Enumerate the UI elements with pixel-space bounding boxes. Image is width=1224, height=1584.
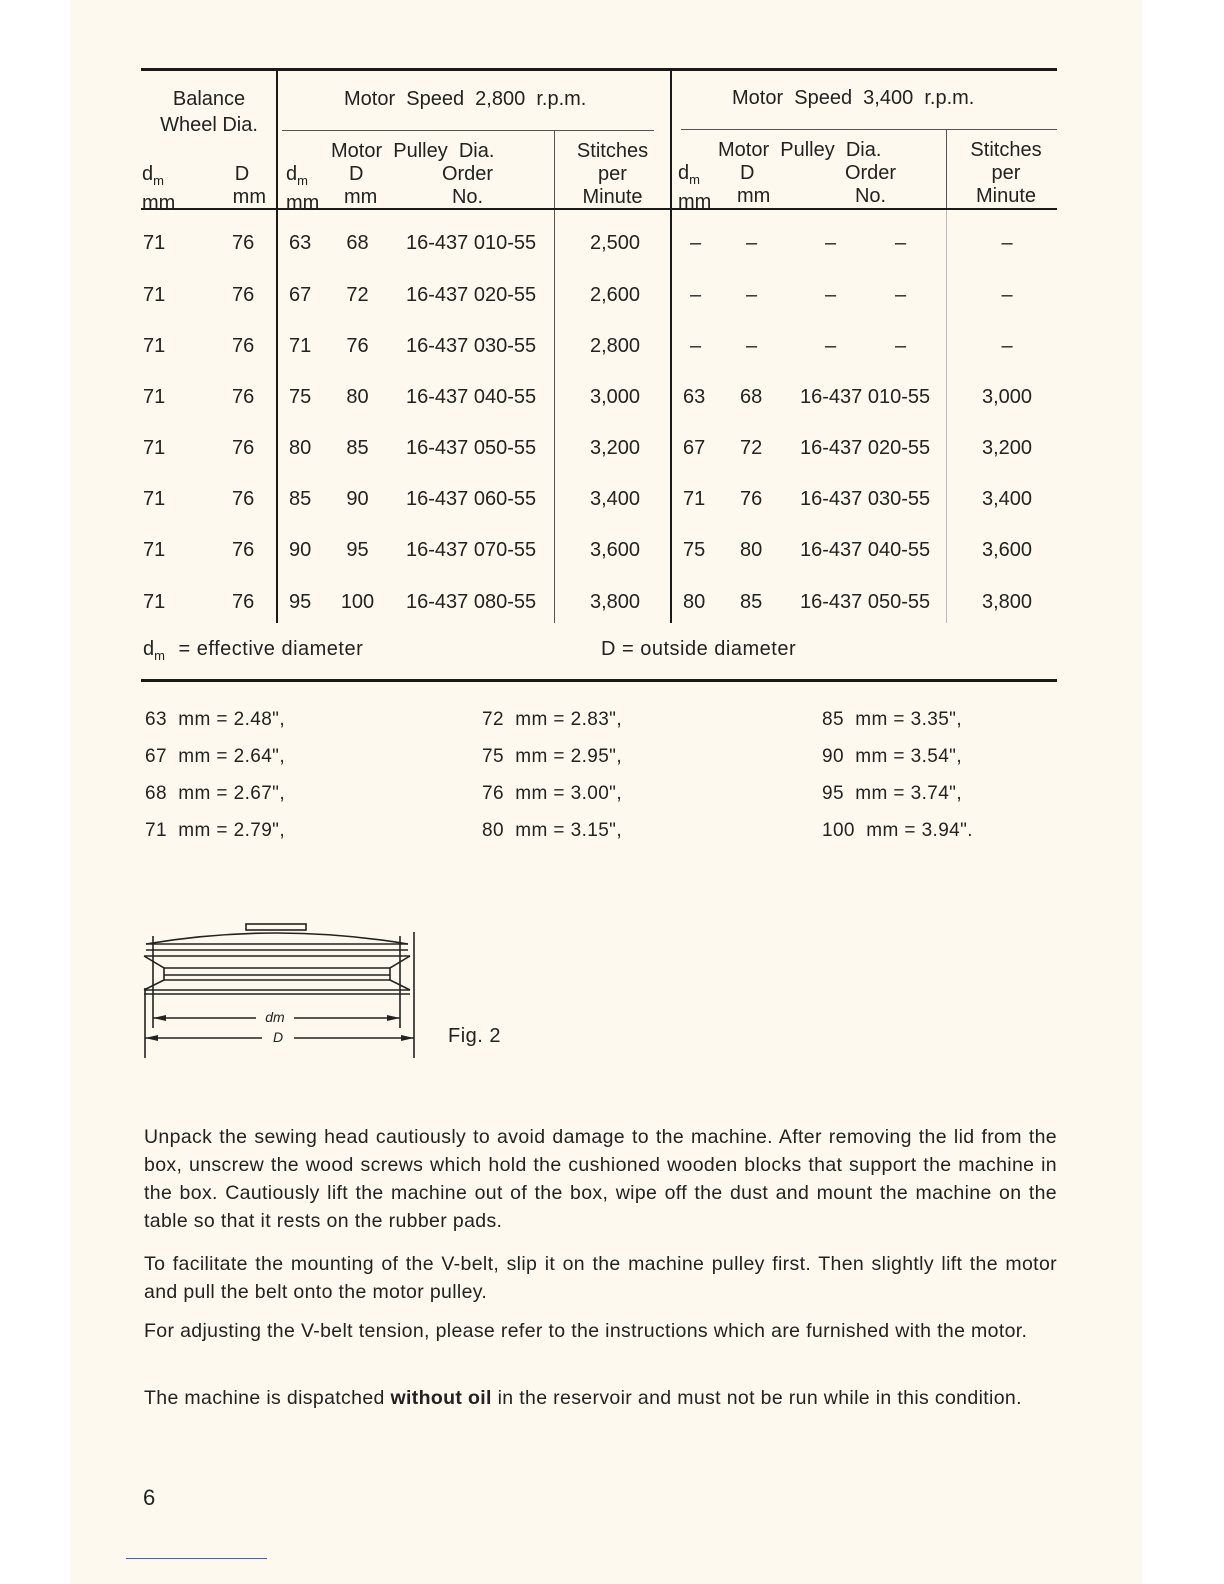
paragraph-oil-bold: without oil	[390, 1387, 492, 1409]
paragraph-oil	[144, 1384, 1057, 1412]
stitches-label: Stitches	[576, 140, 649, 162]
no-label: No.	[854, 185, 887, 207]
cell-bw-dm: 71	[143, 488, 166, 510]
legend-D: D = outside diameter	[601, 638, 797, 660]
cell-b-D: –	[746, 232, 758, 254]
legend-dm	[143, 638, 363, 663]
cell-b-D: 85	[740, 591, 763, 613]
dm-symbol: d	[143, 638, 155, 660]
cell-a-D: 76	[346, 335, 369, 357]
D-label: D	[272, 1029, 284, 1045]
group-3400-underline	[681, 129, 1057, 130]
table-top-rule	[141, 68, 1057, 71]
arrow-icon	[401, 1035, 414, 1041]
D-symbol: D	[234, 163, 250, 185]
cell-a-spm: 3,400	[589, 488, 641, 510]
cell-b-dm: 63	[683, 386, 706, 408]
b-order-header	[813, 162, 928, 208]
cell-b-order2: –	[895, 335, 907, 357]
cell-bw-dm: 71	[143, 232, 166, 254]
cell-b-D: 80	[740, 539, 763, 561]
cell-b-spm: –	[1001, 335, 1013, 357]
motor-pulley-dia-2800: Motor Pulley Dia.	[331, 140, 495, 162]
cell-b-D: –	[746, 335, 758, 357]
cell-a-dm: 85	[289, 488, 312, 510]
cell-a-dm: 75	[289, 386, 312, 408]
pulley-diagram	[138, 918, 423, 1068]
cell-a-D: 100	[340, 591, 375, 613]
conversion-item: 75 mm = 2.95",	[482, 746, 623, 767]
group-3400-header: Motor Speed 3,400 r.p.m.	[732, 87, 975, 109]
paragraph-vbelt: To facilitate the mounting of the V-belt, slip it on the machine pulley first. Then slightly lift the motor and pull the belt onto the motor pulley.	[144, 1253, 1057, 1303]
table-divider-bw	[276, 71, 278, 623]
minute-label: Minute	[582, 186, 643, 208]
cell-bw-dm: 71	[143, 539, 166, 561]
cell-b-spm: –	[1001, 284, 1013, 306]
cell-a-order: 16-437 050-55	[406, 437, 537, 459]
per-label: per	[991, 162, 1021, 184]
cell-b-D: –	[746, 284, 758, 306]
cell-a-spm: 2,600	[589, 284, 641, 306]
mm-unit: mm	[737, 185, 771, 207]
stitches-header-2800	[555, 140, 670, 209]
cell-b-order2: –	[895, 284, 907, 306]
cell-b-order1: –	[825, 232, 837, 254]
cell-a-spm: 3,200	[589, 437, 641, 459]
dm-subscript: m	[297, 173, 308, 188]
a-order-header	[410, 163, 525, 209]
cell-bw-D: 76	[232, 386, 255, 408]
cell-b-order: 16-437 020-55	[800, 437, 931, 459]
balance-wheel-header-line1: Balance	[172, 88, 246, 110]
cell-bw-dm: 71	[143, 437, 166, 459]
paragraph-oil-text-b: in the reservoir and must not be run while in this condition.	[491, 1387, 1022, 1409]
cell-a-D: 68	[346, 232, 369, 254]
cell-b-spm: 3,400	[981, 488, 1033, 510]
cell-a-spm: 3,000	[589, 386, 641, 408]
cell-b-spm: –	[1001, 232, 1013, 254]
cell-a-order: 16-437 030-55	[406, 335, 537, 357]
mm-unit: mm	[678, 191, 712, 213]
no-label: No.	[451, 186, 484, 208]
arrow-icon	[153, 1015, 166, 1021]
mm-unit: mm	[142, 192, 176, 214]
footer-link-line	[126, 1558, 267, 1559]
dm-symbol: d	[142, 163, 154, 185]
cell-a-order: 16-437 010-55	[406, 232, 537, 254]
conversion-item: 76 mm = 3.00",	[482, 783, 623, 804]
cell-a-dm: 63	[289, 232, 312, 254]
arrow-icon	[387, 1015, 400, 1021]
paragraph-oil-text-a: The machine is dispatched	[144, 1387, 391, 1409]
stitches-header-3400	[947, 139, 1065, 208]
cell-a-order: 16-437 040-55	[406, 386, 537, 408]
paragraph-tension: For adjusting the V-belt tension, please refer to the instructions which are furnished with the motor.	[144, 1320, 1028, 1342]
group-2800-header: Motor Speed 2,800 r.p.m.	[344, 88, 587, 110]
dm-symbol: d	[286, 163, 298, 185]
b-D-header	[737, 162, 770, 208]
dm-subscript: m	[153, 173, 164, 188]
balance-wheel-header-line2: Wheel Dia.	[160, 114, 258, 136]
cell-a-dm: 71	[289, 335, 312, 357]
cell-a-dm: 90	[289, 539, 312, 561]
cell-a-spm: 3,600	[589, 539, 641, 561]
cell-a-D: 95	[346, 539, 369, 561]
cell-b-order: 16-437 040-55	[800, 539, 931, 561]
D-symbol: D	[740, 162, 755, 184]
motor-pulley-dia-3400: Motor Pulley Dia.	[718, 139, 882, 161]
cell-bw-D: 76	[232, 539, 255, 561]
conversion-item: 85 mm = 3.35",	[822, 709, 963, 730]
cell-bw-D: 76	[232, 335, 255, 357]
cell-a-D: 72	[346, 284, 369, 306]
conversion-item: 90 mm = 3.54",	[822, 746, 963, 767]
cell-a-D: 90	[346, 488, 369, 510]
conversion-item: 80 mm = 3.15",	[482, 820, 623, 841]
order-label: Order	[441, 163, 494, 185]
cell-b-order1: –	[825, 284, 837, 306]
dm-subscript: m	[689, 172, 700, 187]
cell-b-dm: –	[690, 335, 702, 357]
cell-a-order: 16-437 060-55	[406, 488, 537, 510]
legend-dm-text: = effective diameter	[178, 638, 364, 660]
dm-subscript: m	[154, 648, 165, 663]
cell-a-D: 85	[346, 437, 369, 459]
cell-b-spm: 3,000	[981, 386, 1033, 408]
conversion-item: 67 mm = 2.64",	[145, 746, 286, 767]
group-2800-underline	[282, 130, 654, 131]
conversion-item: 68 mm = 2.67",	[145, 783, 286, 804]
cell-b-spm: 3,600	[981, 539, 1033, 561]
cell-a-spm: 3,800	[589, 591, 641, 613]
dm-symbol: d	[678, 162, 690, 184]
cell-b-dm: 80	[683, 591, 706, 613]
cell-a-spm: 2,500	[589, 232, 641, 254]
cell-b-order1: –	[825, 335, 837, 357]
cell-a-dm: 67	[289, 284, 312, 306]
pulley-hub	[246, 924, 306, 930]
conversion-item: 63 mm = 2.48",	[145, 709, 286, 730]
table-bottom-rule	[141, 679, 1057, 682]
cell-b-dm: 75	[683, 539, 706, 561]
cell-a-order: 16-437 070-55	[406, 539, 537, 561]
cell-bw-dm: 71	[143, 591, 166, 613]
cell-b-dm: –	[690, 232, 702, 254]
cell-b-D: 68	[740, 386, 763, 408]
cell-b-dm: 67	[683, 437, 706, 459]
arrow-icon	[145, 1035, 158, 1041]
cell-a-order: 16-437 020-55	[406, 284, 537, 306]
cell-bw-dm: 71	[143, 335, 166, 357]
cell-bw-dm: 71	[143, 284, 166, 306]
D-symbol: D	[349, 163, 364, 185]
bw-D-header	[210, 163, 266, 209]
mm-unit: mm	[232, 186, 266, 208]
pulley-dome	[146, 933, 408, 944]
a-D-header	[344, 163, 377, 209]
dm-label: dm	[265, 1009, 285, 1025]
cell-b-spm: 3,200	[981, 437, 1033, 459]
order-label: Order	[844, 162, 897, 184]
cell-b-spm: 3,800	[981, 591, 1033, 613]
page-number: 6	[143, 1485, 156, 1510]
cell-a-spm: 2,800	[589, 335, 641, 357]
stitches-label: Stitches	[970, 139, 1042, 161]
a-dm-header	[286, 163, 319, 215]
cell-b-dm: –	[690, 284, 702, 306]
conversion-item: 95 mm = 3.74",	[822, 783, 963, 804]
cell-b-dm: 71	[683, 488, 706, 510]
conversion-item: 100 mm = 3.94".	[822, 820, 973, 841]
cell-b-order: 16-437 030-55	[800, 488, 931, 510]
mm-unit: mm	[286, 192, 320, 214]
cell-a-order: 16-437 080-55	[406, 591, 537, 613]
cell-b-D: 76	[740, 488, 763, 510]
pulley-groove-left	[144, 956, 164, 990]
bw-dm-header	[142, 163, 175, 215]
balance-wheel-header	[141, 88, 277, 137]
cell-bw-D: 76	[232, 488, 255, 510]
cell-bw-D: 76	[232, 232, 255, 254]
cell-a-dm: 80	[289, 437, 312, 459]
conversion-item: 71 mm = 2.79",	[145, 820, 286, 841]
mm-unit: mm	[344, 186, 378, 208]
table-divider-speed	[670, 71, 672, 623]
cell-b-order: 16-437 050-55	[800, 591, 931, 613]
cell-bw-D: 76	[232, 284, 255, 306]
cell-bw-dm: 71	[143, 386, 166, 408]
cell-b-order2: –	[895, 232, 907, 254]
cell-b-D: 72	[740, 437, 763, 459]
cell-bw-D: 76	[232, 591, 255, 613]
cell-bw-D: 76	[232, 437, 255, 459]
cell-b-order: 16-437 010-55	[800, 386, 931, 408]
minute-label: Minute	[975, 185, 1037, 207]
per-label: per	[598, 163, 627, 185]
cell-a-dm: 95	[289, 591, 312, 613]
cell-a-D: 80	[346, 386, 369, 408]
b-dm-header	[678, 162, 711, 214]
figure-caption: Fig. 2	[448, 1025, 502, 1047]
paragraph-unpack: Unpack the sewing head cautiously to avoid damage to the machine. After removing the lid from the box, unscrew the wood screws which hold the cushioned wooden blocks that support the machine in the box. Cautiously lift the machine out of the box, wipe off the dust and mount the machine on the table so that it rests on the rubber pads.	[144, 1126, 1057, 1232]
conversion-item: 72 mm = 2.83",	[482, 709, 623, 730]
